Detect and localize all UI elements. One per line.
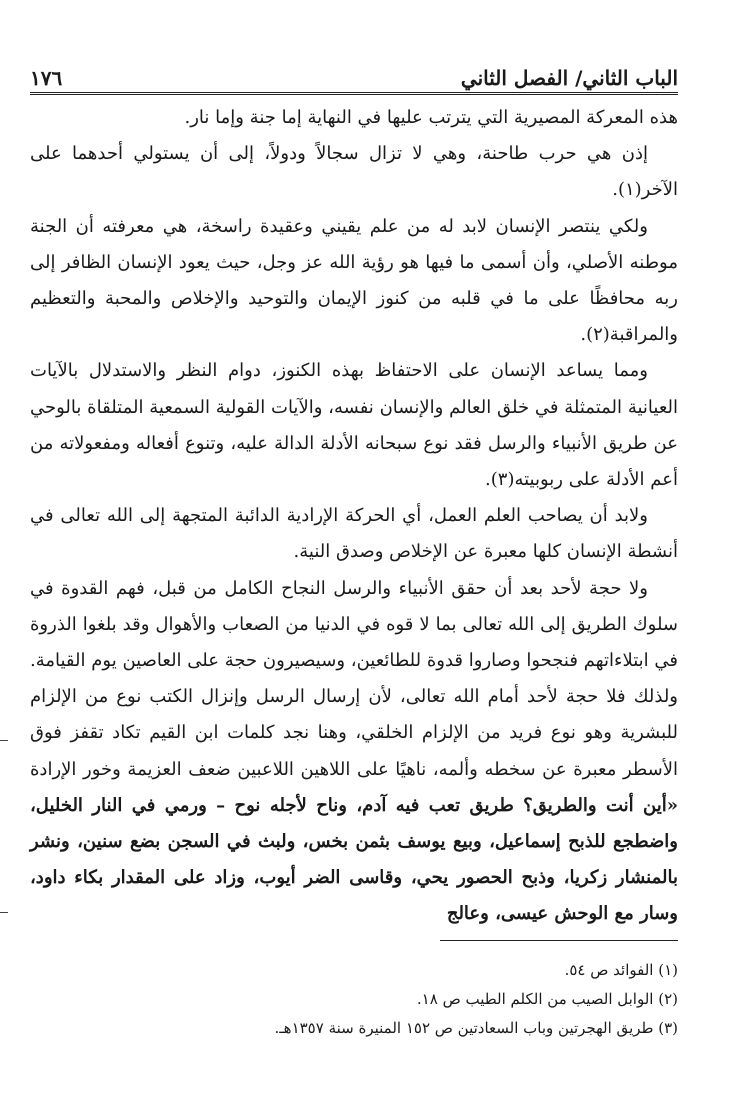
paragraph: إذن هي حرب طاحنة، وهي لا تزال سجالاً ودولاً، إلى أن يستولي أحدهما على الآخر(١). <box>30 143 678 201</box>
paragraph: هذه المعركة المصيرية التي يترتب عليها في النهاية إما جنة وإما نار. <box>184 107 678 128</box>
scan-margin-mark <box>0 912 8 913</box>
chapter-title: الباب الثاني/ الفصل الثاني <box>460 66 678 90</box>
header-divider <box>30 92 678 95</box>
footnotes <box>30 956 678 1043</box>
footnote: (٢) الوابل الصيب من الكلم الطيب ص ١٨. <box>416 990 678 1008</box>
page-header <box>30 50 678 90</box>
paragraph: ولكي ينتصر الإنسان لابد له من علم يقيني وعقيدة راسخة، هي معرفته أن الجنة موطنه الأصلي، وأن أسمى ما فيها هو رؤية الله عز وجل، حيث يعود الإنسان الظافر إلى ربه محافظًا على ما في قلبه من كنوز الإيمان والتوحيد والإخلاص والمحبة والتعظيم والمراقبة(٢). <box>30 215 678 346</box>
paragraph <box>30 571 678 933</box>
footnote: (٣) طريق الهجرتين وباب السعادتين ص ١٥٢ المنيرة سنة ١٣٥٧هـ. <box>274 1019 678 1037</box>
footnote-divider <box>440 940 678 941</box>
footnote: (١) الفوائد ص ٥٤. <box>564 961 678 979</box>
ibn-alqayyim-quote: «أين أنت والطريق؟ طريق تعب فيه آدم، وناح لأجله نوح – ورمي في النار الخليل، واضطجع للذبح إسماعيل، وبيع يوسف بثمن بخس، ولبث في السجن بضع سنين، ونشر بالمنشار زكريا، وذبح الحصور يحي، وقاسى الضر أيوب، وزاد على المقدار بكاء داود، وسار مع الوحش عيسى، وعالج <box>30 794 678 925</box>
paragraph: ومما يساعد الإنسان على الاحتفاظ بهذه الكنوز، دوام النظر والاستدلال بالآيات العيانية المتمثلة في خلق العالم والإنسان نفسه، والآيات القولية السمعية المتلقاة بالوحي عن طريق الأنبياء والرسل فقد نوع سبحانه الأدلة الدالة عليه، وتنوع أفعاله ومفعولاته من أعم الأدلة على ربوبيته(٣). <box>30 360 678 491</box>
scan-margin-mark <box>0 740 8 741</box>
main-text <box>30 100 678 933</box>
page-number: ١٧٦ <box>30 66 63 90</box>
paragraph-text: ولا حجة لأحد بعد أن حقق الأنبياء والرسل النجاح الكامل من قبل، فهم القدوة في سلوك الطريق إلى الله تعالى بما لا قوه في الدنيا من الصعاب والأهوال وقد بلغوا الذروة في ابتلاءاتهم فنجحوا وصاروا قدوة للطائعين، وسيصيرون حجة على العاصين يوم القيامة. ولذلك فلا حجة لأحد أمام الله تعالى، لأن إرسال الرسل وإنزال الكتب نوع من الإلزام للبشرية وهو نوع فريد من الإلزام الخلقي، وهنا نجد كلمات ابن القيم تكاد تقفز فوق الأسطر معبرة عن سخطه وألمه، ناهيًا على اللاهين اللاعبين ضعف العزيمة وخور الإرادة <box>30 577 678 780</box>
paragraph: ولابد أن يصاحب العلم العمل، أي الحركة الإرادية الدائبة المتجهة إلى الله تعالى في أنشطة الإنسان كلها معبرة عن الإخلاص وصدق النية. <box>30 505 678 563</box>
